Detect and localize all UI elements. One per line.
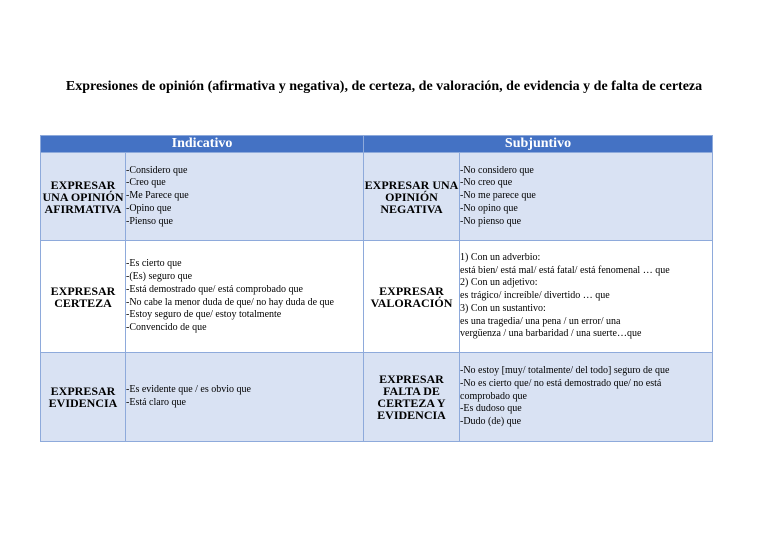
expression-item: comprobado que [460, 390, 527, 402]
expression-item: -Estoy seguro de que/ estoy totalmente [126, 309, 282, 321]
expressions-cell [460, 353, 713, 442]
label-line: AFIRMATIVA [44, 201, 122, 216]
label-line: EXPRESAR [379, 372, 444, 386]
expression-item: 3) Con un sustantivo: [460, 302, 546, 314]
row-label-opinion-negativa [364, 153, 460, 241]
expression-item: -No pienso que [460, 215, 522, 227]
expressions-table [40, 135, 713, 442]
expression-item: -(Es) seguro que [126, 270, 193, 282]
expression-item: -Pienso que [126, 215, 173, 227]
expression-item: es una tragedia/ una pena / un error/ una [460, 315, 621, 327]
expression-item: -No opino que [460, 202, 518, 214]
indicativo-header: Indicativo [41, 136, 364, 153]
label-line: EXPRESAR [50, 177, 116, 192]
label-line: OPINIÓN [385, 189, 438, 204]
expression-item: -Me Parece que [126, 190, 189, 202]
expression-item: -Está claro que [126, 397, 186, 408]
expression-item: -Considero que [126, 164, 188, 176]
row-label-falta-de-certeza [364, 353, 460, 442]
expression-item: -Es dudoso que [460, 403, 522, 415]
expression-item: -Opino que [126, 202, 172, 214]
expression-item: -Dudo (de) que [460, 416, 522, 428]
expression-item: está bien/ está mal/ está fatal/ está fenomenal … que [460, 264, 670, 276]
expression-item: -No creo que [460, 177, 513, 189]
row-label-opinion-afirmativa [41, 153, 126, 241]
expressions-cell [126, 241, 364, 353]
label-line: EVIDENCIA [48, 396, 118, 410]
expression-item: -No estoy [muy/ totalmente/ del todo] seguro de que [460, 365, 670, 376]
expressions-cell [126, 153, 364, 241]
expression-item: -Es cierto que [126, 258, 182, 270]
label-line: FALTA DE [383, 384, 440, 398]
label-line: EXPRESAR [50, 384, 116, 398]
label-line: VALORACIÓN [370, 295, 453, 310]
expression-item: vergüenza / una barbaridad / una suerte…que [460, 328, 642, 340]
expression-item: -Creo que [126, 177, 166, 189]
label-line: EXPRESAR UNA [364, 177, 459, 192]
row-label-valoracion [364, 241, 460, 353]
expressions-cell [460, 241, 713, 353]
label-line: EVIDENCIA [377, 408, 446, 422]
expressions-cell [460, 153, 713, 241]
subjuntivo-header: Subjuntivo [364, 136, 713, 153]
expression-item: -Es evidente que / es obvio que [126, 384, 251, 396]
label-line: NEGATIVA [380, 201, 443, 216]
label-line: EXPRESAR [50, 283, 116, 298]
label-line: EXPRESAR [379, 283, 444, 298]
label-line: UNA OPINIÓN [42, 189, 124, 204]
expression-item: -No cabe la menor duda de que/ no hay duda de que [126, 296, 334, 308]
header-row [41, 136, 713, 153]
table-row [41, 353, 713, 442]
expression-item: 1) Con un adverbio: [460, 251, 541, 263]
row-label-certeza [41, 241, 126, 353]
page-title: Expresiones de opinión (afirmativa y negativa), de certeza, de valoración, de evidencia y de falta de certeza [65, 79, 703, 94]
row-label-evidencia [41, 353, 126, 442]
expressions-cell [126, 353, 364, 442]
table-row [41, 241, 713, 353]
expression-item: -No me parece que [460, 190, 536, 202]
label-line: CERTEZA Y [377, 396, 446, 410]
label-line: CERTEZA [54, 295, 112, 310]
expression-item: -Está demostrado que/ está comprobado que [126, 283, 303, 295]
expression-item: 2) Con un adjetivo: [460, 277, 538, 289]
expression-item: es trágico/ increíble/ divertido … que [460, 290, 610, 302]
expression-item: -No considero que [460, 164, 534, 176]
expression-item: -No es cierto que/ no está demostrado que/ no está [460, 377, 662, 389]
table-row [41, 153, 713, 241]
expression-item: -Convencido de que [126, 322, 207, 334]
